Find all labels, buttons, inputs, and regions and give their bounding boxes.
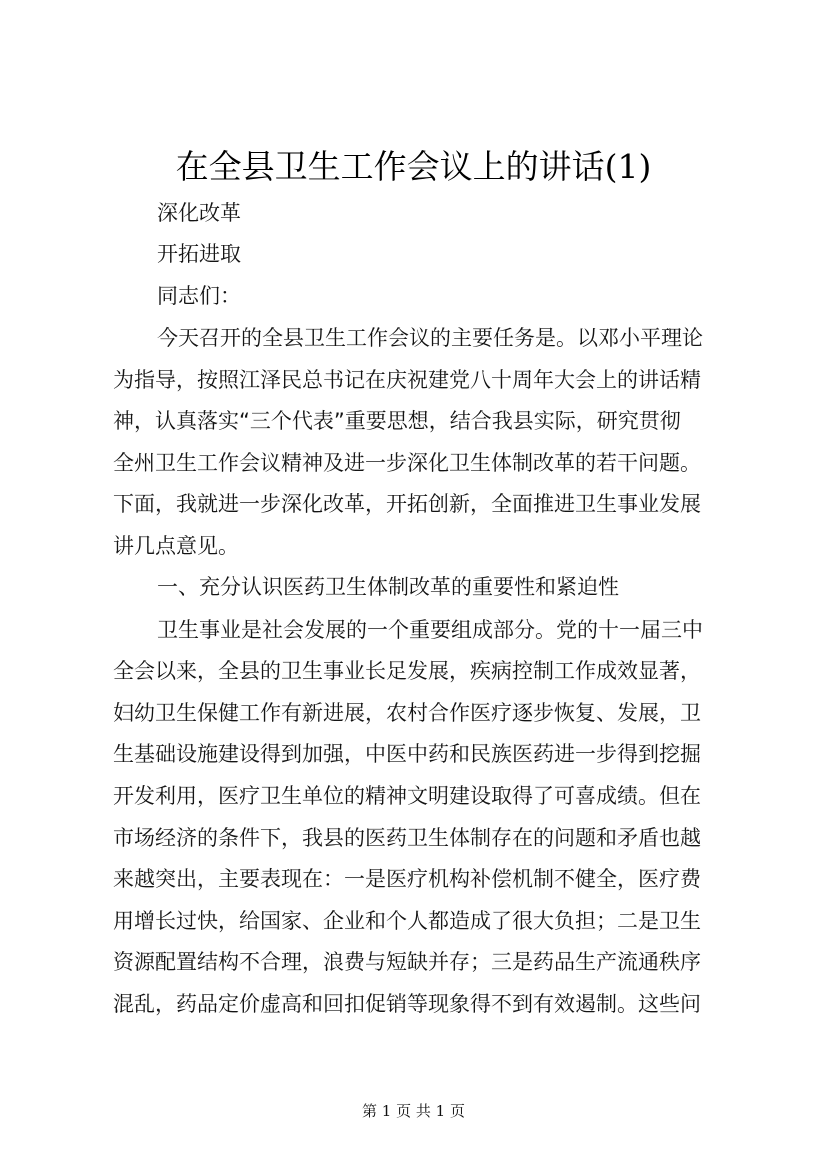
paragraph-line: 卫生事业是社会发展的一个重要组成部分。党的十一届三中 [157,618,703,642]
page-footer: 第 1 页 共 1 页 [362,1102,465,1120]
paragraph-line: 下面，我就进一步深化改革，开拓创新，全面推进卫生事业发展 [113,492,701,516]
paragraph-line: 市场经济的条件下，我县的医药卫生体制存在的问题和矛盾也越 [113,826,701,850]
subtitle-line-1: 深化改革 [157,201,241,225]
paragraph-line: 神，认真落实“三个代表”重要思想，结合我县实际，研究贯彻 [113,409,681,433]
document-title: 在全县卫生工作会议上的讲话(1) [175,147,652,186]
paragraph-line: 生基础设施建设得到加强，中医中药和民族医药进一步得到挖掘 [113,742,701,766]
paragraph-line: 开发利用，医疗卫生单位的精神文明建设取得了可喜成绩。但在 [113,784,701,808]
paragraph-line: 为指导，按照江泽民总书记在庆祝建党八十周年大会上的讲话精 [113,368,701,392]
paragraph-line: 妇幼卫生保健工作有新进展，农村合作医疗逐步恢复、发展，卫 [113,701,701,725]
section-heading: 一、充分认识医药卫生体制改革的重要性和紧迫性 [157,575,619,599]
paragraph-line: 全会以来，全县的卫生事业长足发展，疾病控制工作成效显著， [113,659,701,683]
paragraph-line: 全州卫生工作会议精神及进一步深化卫生体制改革的若干问题。 [113,451,701,475]
subtitle-line-2: 开拓进取 [157,242,241,266]
paragraph-line: 来越突出，主要表现在：一是医疗机构补偿机制不健全，医疗费 [113,867,701,891]
paragraph-line: 用增长过快，给国家、企业和个人都造成了很大负担；二是卫生 [113,909,701,933]
paragraph-line: 混乱，药品定价虚高和回扣促销等现象得不到有效遏制。这些问 [113,992,701,1016]
paragraph-line: 今天召开的全县卫生工作会议的主要任务是。以邓小平理论 [157,326,703,350]
salutation: 同志们： [157,284,241,308]
paragraph-line: 讲几点意见。 [113,534,239,558]
paragraph-line: 资源配置结构不合理，浪费与短缺并存；三是药品生产流通秩序 [113,950,701,974]
